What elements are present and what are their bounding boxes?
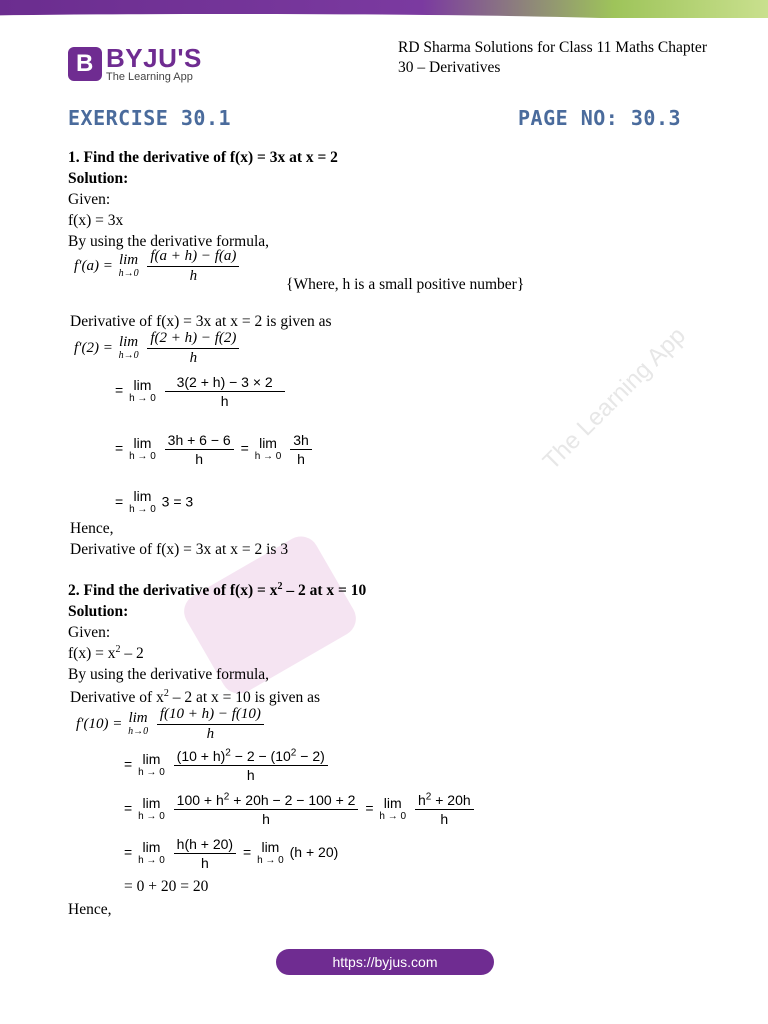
limit-operator: lim h→0 [118,251,139,279]
logo-tagline: The Learning App [106,71,193,83]
given-label: Given: [68,624,111,641]
top-color-band [0,0,768,18]
given-function: f(x) = 3x [68,212,124,229]
q1-step-1: f′(2) = lim h→0 $\frac{f(2 + h) - f(2)}{h}$ [74,330,242,367]
page-number: PAGE NO: 30.3 [518,106,682,130]
formula-fraction: $\frac{f(a + h) - f(a)}{h}$ [147,248,239,285]
given-label: Given: [68,191,111,208]
formula-intro: By using the derivative formula, [68,666,270,683]
q1-intro: Derivative of f(x) = 3x at x = 2 is given as [70,313,332,330]
solution-label: Solution: [68,170,129,187]
derivative-formula: f′(a) = lim h→0 $\frac{f(a + h) - f(a)}{h}$ [74,248,242,285]
document-title: RD Sharma Solutions for Class 11 Maths Chapter 30 – Derivatives [398,39,707,76]
watermark-text: The Learning App [537,322,691,476]
q2-step-4: = lim h → 0 $\frac{h(h + 20)}{h}$ = lim h → 0 (h + 20) [124,836,339,871]
footer-url-link[interactable]: https://byjus.com [276,949,494,975]
question-1: 1. Find the derivative of f(x) = 3x at x = 2 [68,149,338,166]
q1-step-4: = lim h → 0 3 = 3 [115,488,194,515]
q1-conclusion: Derivative of f(x) = 3x at x = 2 is 3 [70,541,289,558]
q2-intro: Derivative of $x^2 - 2$ at x = 10 is given as [70,687,321,706]
q1-step-3: = lim h → 0 $\frac{3h + 6 - 6}{h}$ = lim h → 0 $\frac{3h}{h}$ [115,432,315,467]
q2-step-1: f′(10) = lim h→0 $\frac{f(10 + h) - f(10)}{h}$ [76,706,267,743]
formula-note: {Where, h is a small positive number} [286,276,525,293]
q1-hence: Hence, [70,520,114,537]
q2-step-3: = lim h → 0 $\frac{100 + h^2 + 20h - 2 - 100 + 2}{h}$ = lim h → 0 $\frac{h^2 + 20h}{h}$ [124,792,477,827]
logo-mark: B [68,47,102,81]
byjus-logo [68,45,202,83]
exercise-title: EXERCISE 30.1 [68,106,232,130]
q2-result: = 0 + 20 = 20 [124,878,209,895]
logo-name: BYJU'S [106,43,202,73]
given-function: $f(x) = x^2 - 2$ [68,643,144,662]
q2-hence: Hence, [68,901,112,918]
solution-label: Solution: [68,603,129,620]
question-2: 2. Find the derivative of $f(x) = x^2 - 2$ at x = 10 [68,580,367,599]
q1-step-2: = lim h → 0 $\frac{3(2 + h) - 3 \times 2}{h}$ [115,374,288,409]
q2-step-2: = lim h → 0 $\frac{(10 + h)^2 - 2 - (10^2 - 2)}{h}$ [124,748,331,783]
formula-intro: By using the derivative formula, [68,233,270,250]
